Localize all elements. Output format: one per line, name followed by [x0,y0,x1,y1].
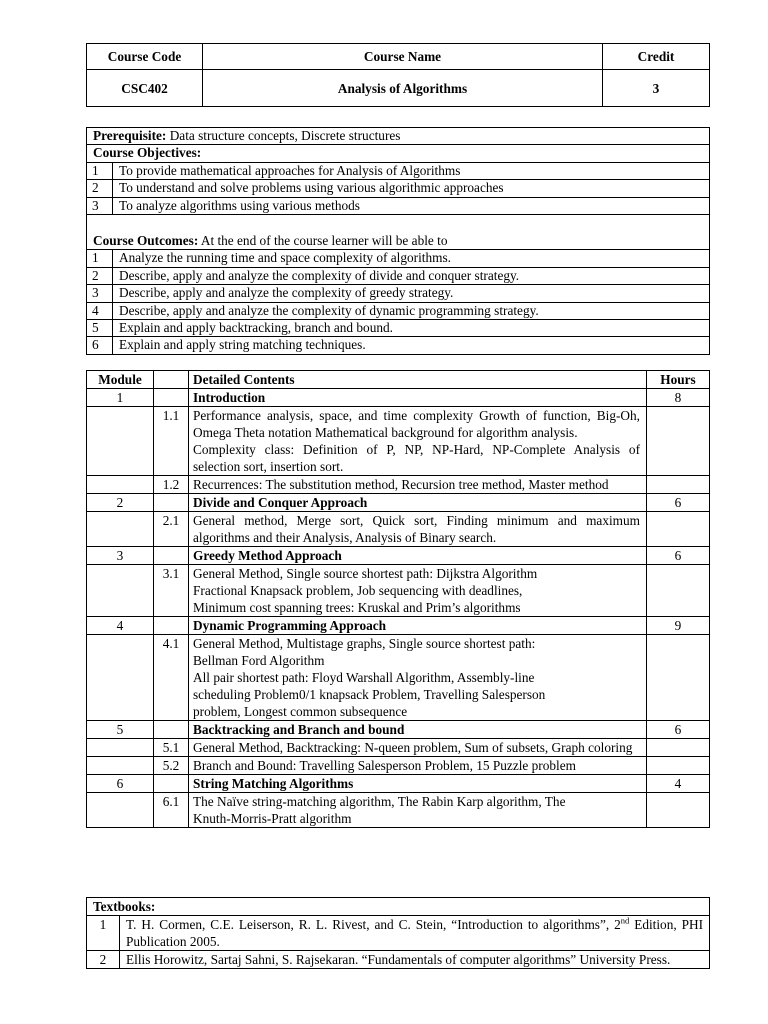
submodule-num: 4.1 [154,635,189,721]
outcome-num: 2 [87,267,113,284]
objective-item [87,197,710,214]
outcome-item [87,250,710,267]
course-code: CSC402 [87,70,203,107]
outcomes-label: Course Outcomes: [93,232,199,248]
module-num: 4 [87,617,154,635]
textbooks-table [86,897,710,969]
module-num: 1 [87,389,154,407]
content-line: scheduling Problem0/1 knapsack Problem, Travelling Salesperson [193,687,546,702]
outcome-num: 3 [87,285,113,302]
submodule-row [87,512,710,547]
submodule-content [189,512,647,547]
content-line: General Method, Single source shortest path: Dijkstra Algorithm [193,566,538,581]
submodule-row [87,476,710,494]
content-line: General Method, Multistage graphs, Single source shortest path: [193,636,536,651]
prerequisite-text: Data structure concepts, Discrete structures [166,128,401,143]
submodule-row [87,407,710,476]
spacer [87,215,710,233]
module-sub-empty [154,547,189,565]
submodule-spacer [87,739,154,757]
textbooks-label: Textbooks: [87,898,710,916]
prerequisite-row [87,128,710,145]
module-title: String Matching Algorithms [189,775,647,793]
module-hours: 4 [647,775,710,793]
course-credit: 3 [603,70,710,107]
course-name-header: Course Name [203,44,603,70]
module-num: 2 [87,494,154,512]
submodule-spacer [87,565,154,617]
submodule-row [87,565,710,617]
course-name: Analysis of Algorithms [203,70,603,107]
submodule-spacer [87,476,154,494]
module-row [87,775,710,793]
objective-text: To provide mathematical approaches for Analysis of Algorithms [113,162,710,179]
outcome-text: Explain and apply string matching techniques. [113,337,710,354]
outcomes-row [87,233,710,250]
content-line: Complexity class: Definition of P, NP, NP-Hard, NP-Complete Analysis of selection sort, insertion sort. [193,442,640,474]
course-info-table [86,43,710,107]
objective-num: 1 [87,162,113,179]
content-line: All pair shortest path: Floyd Warshall Algorithm, Assembly-line [193,670,535,685]
outcome-text: Describe, apply and analyze the complexity of dynamic programming strategy. [113,302,710,319]
submodule-content [189,739,647,757]
objective-item [87,162,710,179]
submodule-content [189,476,647,494]
submodule-content [189,757,647,775]
outcome-item [87,267,710,284]
textbook-sup: nd [620,915,630,926]
module-row [87,547,710,565]
outcome-num: 5 [87,320,113,337]
module-title: Greedy Method Approach [189,547,647,565]
submodule-row [87,793,710,828]
module-num: 6 [87,775,154,793]
submodule-spacer [87,757,154,775]
module-row [87,617,710,635]
module-row [87,494,710,512]
submodule-num: 6.1 [154,793,189,828]
submodule-content [189,793,647,828]
textbook-num: 1 [87,916,120,951]
content-line: Knuth-Morris-Pratt algorithm [193,811,352,826]
module-title: Introduction [189,389,647,407]
outcome-item [87,302,710,319]
module-sub-empty [154,494,189,512]
objective-num: 3 [87,197,113,214]
submodule-content [189,565,647,617]
objective-item [87,180,710,197]
objective-text: To understand and solve problems using various algorithmic approaches [113,180,710,197]
module-sub-empty [154,389,189,407]
textbook-text [120,916,710,951]
outcome-text: Explain and apply backtracking, branch and bound. [113,320,710,337]
submodule-num: 1.1 [154,407,189,476]
submodule-num: 5.1 [154,739,189,757]
objectives-outcomes-table [86,127,710,355]
sub-header [154,371,189,389]
module-hours: 6 [647,494,710,512]
textbook-item [87,951,710,969]
objective-num: 2 [87,180,113,197]
outcome-text: Describe, apply and analyze the complexity of divide and conquer strategy. [113,267,710,284]
textbook-item [87,916,710,951]
outcome-text: Describe, apply and analyze the complexity of greedy strategy. [113,285,710,302]
module-title: Backtracking and Branch and bound [189,721,647,739]
submodule-spacer [87,793,154,828]
outcomes-intro: At the end of the course learner will be able to [198,232,448,248]
outcome-num: 1 [87,250,113,267]
outcome-item [87,320,710,337]
submodule-hours-empty [647,407,710,476]
content-line: Branch and Bound: Travelling Salesperson Problem, 15 Puzzle problem [193,758,576,773]
submodule-num: 2.1 [154,512,189,547]
module-body [87,389,710,828]
submodule-hours-empty [647,512,710,547]
textbook-text: Ellis Horowitz, Sartaj Sahni, S. Rajsekaran. “Fundamentals of computer algorithms” University Press. [120,951,710,969]
module-sub-empty [154,617,189,635]
module-num: 5 [87,721,154,739]
module-row [87,389,710,407]
submodule-row [87,739,710,757]
module-num: 3 [87,547,154,565]
outcome-text: Analyze the running time and space complexity of algorithms. [113,250,710,267]
submodule-hours-empty [647,476,710,494]
content-line: General Method, Backtracking: N-queen problem, Sum of subsets, Graph coloring [193,740,633,755]
submodule-hours-empty [647,793,710,828]
module-hours: 8 [647,389,710,407]
submodule-hours-empty [647,757,710,775]
submodule-hours-empty [647,565,710,617]
module-title: Dynamic Programming Approach [189,617,647,635]
course-code-header: Course Code [87,44,203,70]
submodule-content [189,635,647,721]
submodule-spacer [87,512,154,547]
content-line: The Naïve string-matching algorithm, The Rabin Karp algorithm, The [193,794,566,809]
module-sub-empty [154,721,189,739]
submodule-hours-empty [647,739,710,757]
credit-header: Credit [603,44,710,70]
textbook-text-part: Edition, PHI Publication 2005. [126,917,704,949]
content-line: Fractional Knapsack problem, Job sequencing with deadlines, [193,583,523,598]
contents-header: Detailed Contents [189,371,647,389]
prerequisite-label: Prerequisite: [93,128,167,143]
objective-text: To analyze algorithms using various methods [113,197,710,214]
textbook-num: 2 [87,951,120,969]
textbook-text-part: T. H. Cormen, C.E. Leiserson, R. L. Rivest, and C. Stein, “Introduction to algorithms”, 2 [126,917,621,932]
content-line: problem, Longest common subsequence [193,704,408,719]
submodule-spacer [87,407,154,476]
content-line: Recurrences: The substitution method, Recursion tree method, Master method [193,477,609,492]
submodule-content [189,407,647,476]
content-line: Bellman Ford Algorithm [193,653,325,668]
module-header: Module [87,371,154,389]
content-line: Minimum cost spanning trees: Kruskal and Prim’s algorithms [193,600,521,615]
submodule-hours-empty [647,635,710,721]
content-line: General method, Merge sort, Quick sort, Finding minimum and maximum algorithms and their Analysis, Analysis of Binary search. [193,513,640,545]
outcome-item [87,285,710,302]
module-row [87,721,710,739]
outcome-num: 4 [87,302,113,319]
objectives-label: Course Objectives: [87,145,710,162]
module-sub-empty [154,775,189,793]
content-line: Performance analysis, space, and time complexity Growth of function, Big-Oh, Omega Theta notation Mathematical background for algorithm analysis. [193,408,640,440]
outcome-item [87,337,710,354]
submodule-num: 1.2 [154,476,189,494]
hours-header: Hours [647,371,710,389]
module-hours: 9 [647,617,710,635]
submodule-row [87,757,710,775]
module-hours: 6 [647,547,710,565]
module-title: Divide and Conquer Approach [189,494,647,512]
submodule-row [87,635,710,721]
submodule-num: 5.2 [154,757,189,775]
outcome-num: 6 [87,337,113,354]
submodule-num: 3.1 [154,565,189,617]
module-hours: 6 [647,721,710,739]
module-contents-table [86,370,710,828]
submodule-spacer [87,635,154,721]
